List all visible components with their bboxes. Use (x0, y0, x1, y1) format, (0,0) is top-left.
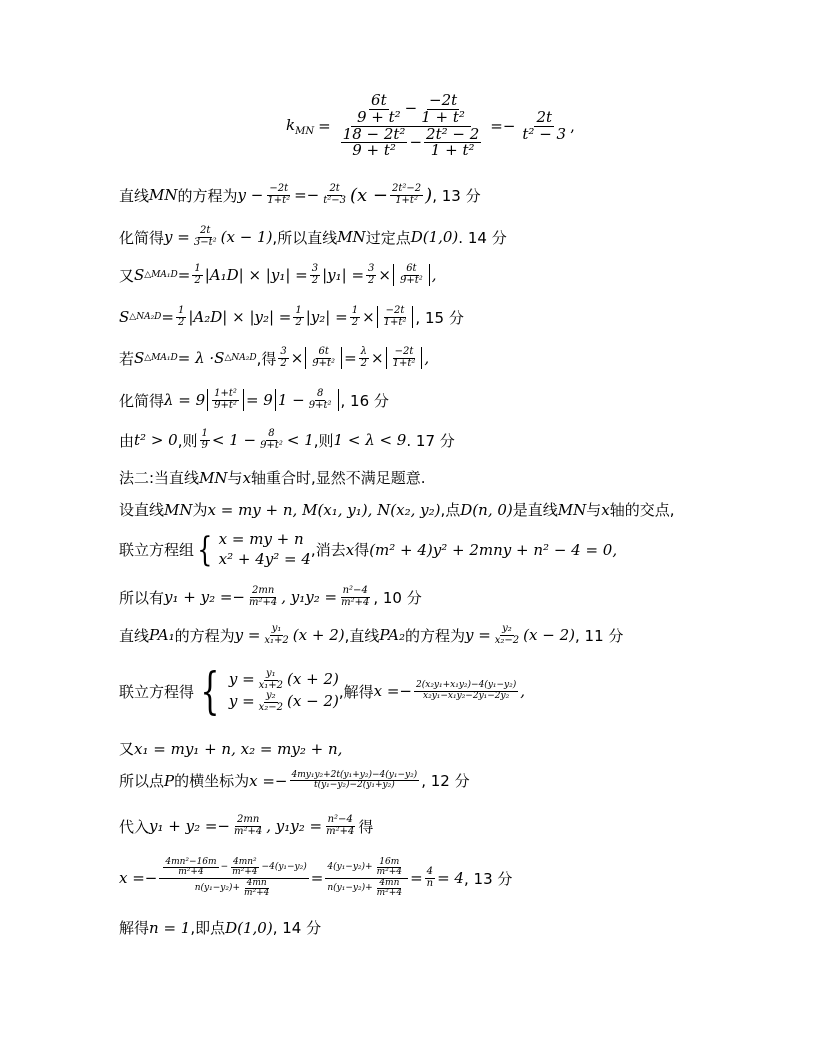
fraction (391, 347, 418, 369)
math-text: y = (464, 626, 491, 644)
math-text: , (612, 540, 618, 559)
math-text: x =− (119, 869, 158, 888)
math-text: n²−4 (342, 585, 368, 596)
math-text: < 1 − (211, 431, 257, 449)
kmn-rhs-fraction (520, 107, 568, 143)
line-final (119, 917, 756, 938)
math-text: △NA₂D (224, 353, 257, 363)
math-text: 2t (200, 225, 211, 236)
math-text: 1 − (277, 391, 305, 409)
kmn-den-minus: − (409, 132, 423, 151)
math-text: 8 (316, 388, 324, 399)
fraction (163, 858, 218, 878)
math-text: , y₁y₂ = (266, 817, 323, 835)
math-text: MN (149, 186, 178, 204)
math-text: 2 (295, 316, 302, 328)
fraction (232, 815, 264, 837)
score-10: , 10 分 (373, 588, 422, 607)
fraction (192, 226, 219, 248)
line-x-result (119, 858, 756, 899)
fraction (230, 858, 259, 878)
math-text: 的横坐标为 (174, 772, 250, 790)
fraction (359, 347, 369, 369)
math-text: x (242, 468, 252, 487)
math-text: 与 (586, 501, 602, 519)
fraction (262, 624, 290, 646)
math-text: y₁ + y₂ =− (149, 817, 230, 835)
math-text: P (164, 771, 175, 790)
math-text: k (286, 115, 296, 134)
math-text: × (362, 308, 375, 326)
math-text: y = (228, 692, 255, 711)
equation-system (219, 530, 311, 569)
math-text: ,所以直线 (272, 228, 338, 247)
big-fraction (159, 858, 308, 899)
line-substitute (119, 815, 756, 837)
line-mn-equation (119, 184, 756, 206)
score-16: , 16 分 (340, 391, 389, 410)
fraction (242, 879, 271, 899)
math-text: ,得 (256, 349, 277, 368)
math-text: −4(y₁−y₂) (261, 862, 307, 873)
math-text: 1+t² (395, 194, 418, 206)
math-text: (x + 2) (292, 626, 345, 644)
math-text: 9+t² (260, 439, 283, 451)
math-text: = (161, 308, 174, 326)
math-text: 1+t² (267, 194, 291, 206)
math-text: − (220, 862, 229, 873)
kmn-nl-den: 9 + t² (356, 107, 401, 126)
math-text: y = (234, 626, 261, 644)
score-13: , 13 分 (432, 186, 481, 205)
math-text: λ (360, 346, 368, 357)
math-text: ,点 (440, 501, 461, 519)
kmn-nl-num: 6t (371, 91, 387, 109)
math-text: MN (295, 125, 315, 137)
math-text: 联立方程得 (119, 682, 195, 701)
math-text: (x − 2) (287, 692, 339, 711)
math-text: m²+4 (249, 596, 278, 608)
math-text: 4 (426, 866, 434, 878)
math-text: 4mn² (233, 857, 257, 867)
math-text: ,则 (177, 431, 198, 450)
fraction (307, 389, 334, 411)
math-text: (x − (350, 184, 389, 206)
math-text: 3 (280, 346, 287, 357)
math-text: 设直线 (119, 501, 165, 519)
fraction (324, 815, 356, 837)
math-text: 化简得 (119, 228, 165, 247)
math-text: x =− (373, 682, 412, 700)
line-simplify (119, 226, 756, 248)
score-11: , 11 分 (574, 626, 624, 645)
fraction (375, 858, 404, 878)
fraction (258, 429, 285, 451)
math-text: MN (164, 500, 193, 519)
math-text: = 4 (437, 869, 464, 888)
math-text: n(y₁−y₂)+ (194, 883, 240, 894)
line-solve-system (119, 662, 756, 720)
math-text: 法二:当直线 (119, 469, 200, 487)
fraction (424, 124, 481, 160)
math-text: t² > 0 (134, 431, 178, 449)
math-text: 若 (119, 349, 135, 368)
kmn-dr-den: 1 + t² (430, 141, 475, 160)
score-15: , 15 分 (415, 308, 464, 327)
absolute-value (305, 347, 342, 369)
math-text: m²+4 (244, 888, 270, 899)
math-text: (m² + 4)y² + 2mny + n² − 4 = 0 (369, 540, 613, 559)
math-text: x₁+2 (258, 679, 284, 691)
math-text: 4(y₁−y₂)+ (327, 862, 373, 873)
math-text: x =− (249, 771, 288, 790)
math-text: 1 (177, 305, 185, 316)
absolute-value (275, 389, 339, 411)
math-text: 9+t² (308, 399, 332, 411)
fraction (375, 879, 404, 899)
math-text: −2t (269, 183, 289, 194)
fraction (247, 586, 279, 608)
math-text: S (214, 349, 225, 367)
line-range (119, 429, 756, 451)
math-text: x (345, 540, 355, 559)
math-text: 由 (119, 431, 135, 450)
math-text: |A₂D| × |y₂| = (188, 308, 292, 326)
math-text: D(n, 0) (460, 500, 513, 519)
math-text: 联立方程组 (119, 541, 195, 559)
math-text: 1 (201, 428, 208, 439)
math-text: x₁ = my₁ + n, x₂ = my₂ + n (134, 739, 338, 758)
fraction (419, 93, 467, 126)
math-text: 2 (360, 357, 368, 369)
math-text: y₂ (266, 690, 276, 701)
math-text: 是直线 (512, 501, 558, 519)
equation-system (229, 669, 339, 713)
line-area-ma1d (119, 264, 756, 286)
math-text: , (424, 349, 430, 367)
math-text: 化简得 (119, 391, 165, 410)
math-text: 得 (358, 817, 374, 836)
math-text: △MA₁D (144, 353, 178, 363)
math-text: × (290, 349, 304, 367)
math-text: 16m (379, 857, 400, 867)
math-text: ,解得 (338, 682, 374, 701)
score-12: , 12 分 (421, 772, 470, 790)
math-text: 1 (194, 263, 201, 274)
line-lambda (119, 389, 756, 411)
fraction (341, 124, 408, 160)
fraction (293, 306, 303, 328)
brace: { (200, 662, 220, 720)
math-text: =− (294, 186, 320, 204)
line-pa-lines (119, 624, 756, 646)
kmn-eq: = (318, 117, 331, 135)
math-text: S (119, 308, 130, 326)
math-text: 1 (295, 305, 302, 316)
line-x-subst (119, 738, 756, 759)
kmn-dl-num: 18 − 2t² (342, 124, 406, 143)
math-text: 3−t² (193, 236, 217, 248)
math-text: y₁ (266, 668, 276, 679)
fraction (257, 691, 285, 713)
math-text: , (431, 266, 437, 284)
math-text: x₂y₁−x₁y₂−2y₁−2y₂ (423, 690, 510, 701)
fraction (278, 347, 288, 369)
brace: { (197, 529, 213, 570)
line-ratio (119, 347, 756, 369)
fraction (350, 306, 360, 328)
math-text: 2 (351, 316, 359, 328)
math-text: x₂−2 (494, 634, 520, 646)
math-text: PA₂ (379, 626, 405, 644)
math-text: m²+4 (326, 825, 355, 837)
math-text: 3 (368, 263, 375, 274)
math-text: 2(x₂y₁+x₁y₂)−4(y₁−y₂) (416, 680, 517, 691)
math-text: 的方程为 (174, 626, 235, 645)
math-text: x = my + n (218, 530, 304, 548)
math-text: S (134, 266, 145, 284)
math-text: n (426, 877, 434, 889)
absolute-value (377, 306, 414, 328)
math-text: 为 (192, 501, 208, 519)
math-text: = λ · (177, 349, 215, 367)
score-14b: , 14 分 (272, 919, 322, 937)
fraction (310, 264, 320, 286)
math-text: y − (237, 186, 264, 204)
math-text: m²+4 (376, 867, 403, 878)
math-text: S (134, 349, 145, 367)
math-text: MN (557, 500, 587, 519)
math-text: PA₁ (149, 626, 175, 644)
math-text: 2 (194, 274, 201, 286)
math-text: |A₁D| × |y₁| = (204, 266, 308, 284)
math-text: m²+4 (341, 596, 370, 608)
math-text: , (520, 682, 526, 700)
fraction (493, 624, 521, 646)
math-text: 1+t² (383, 316, 407, 328)
math-text: 的方程为 (404, 626, 465, 645)
math-text: 又 (119, 266, 135, 285)
math-text: n²−4 (327, 814, 353, 825)
math-text: MN (199, 468, 228, 487)
kmn-nr-den: 1 + t² (421, 107, 465, 126)
math-text: (x + 2) (287, 670, 339, 689)
fraction (390, 184, 423, 206)
math-text: D(1,0) (410, 228, 459, 246)
fraction (192, 264, 202, 286)
math-text: 解得 (119, 919, 150, 937)
math-text: −2t (394, 346, 414, 357)
math-text: 过定点 (365, 228, 411, 247)
math-text: x² + 4y² = 4 (218, 549, 311, 568)
math-text: 9 (201, 439, 208, 451)
math-text: 6t (406, 263, 417, 274)
fraction (414, 681, 518, 701)
absolute-value (386, 347, 423, 369)
math-text: 4my₁y₂+2t(y₁+y₂)−4(y₁−y₂) (291, 769, 418, 780)
math-text: 9+t² (312, 357, 336, 369)
kmn-tail: , (570, 117, 575, 135)
math-text: t²−3 (323, 194, 347, 206)
fraction (321, 184, 348, 206)
math-text: x (601, 500, 610, 519)
math-text: y₁ (271, 623, 282, 634)
math-text: 2 (368, 274, 375, 286)
fraction (425, 867, 435, 889)
kmn-rhs-eq: =− (490, 117, 516, 135)
kmn-nr-num: −2t (429, 91, 458, 109)
fraction (176, 306, 186, 328)
score-13b: , 13 分 (463, 869, 513, 888)
math-text: m²+4 (234, 825, 263, 837)
line-method-two (119, 467, 756, 488)
math-text: 得 (354, 541, 370, 559)
math-text: ,即点 (190, 919, 226, 937)
math-text: 2t (329, 183, 340, 194)
math-text: 代入 (119, 817, 150, 836)
kmn-main-fraction (337, 93, 486, 159)
fraction (398, 264, 425, 286)
math-text: x₂−2 (258, 701, 284, 713)
math-text: 6t (318, 346, 329, 357)
math-text: y = (228, 670, 255, 689)
kmn-num-minus: − (404, 99, 418, 118)
fraction (355, 93, 403, 126)
math-text: n(y₁−y₂)+ (327, 883, 373, 894)
fraction (200, 429, 210, 451)
kmn-equation (286, 93, 575, 159)
math-text: ) (425, 184, 433, 206)
math-text: 1 (351, 305, 359, 316)
fraction (290, 771, 420, 791)
math-text: 2t (536, 107, 553, 126)
math-text: 9+t² (214, 399, 237, 411)
math-text: 8 (268, 428, 275, 439)
math-text: m²+4 (178, 867, 204, 878)
math-text: 所以点 (119, 772, 165, 790)
math-text: y₁ + y₂ =− (164, 588, 245, 606)
math-text: t(y₁−y₂)−2(y₁+y₂) (313, 780, 395, 790)
math-text: n = 1 (149, 918, 191, 937)
math-text: 轴的交点, (609, 501, 675, 519)
math-text: 又 (119, 740, 135, 758)
math-text: , (337, 739, 343, 758)
fraction (265, 184, 292, 206)
math-text: = (410, 869, 423, 888)
math-text: −2t (385, 305, 405, 316)
math-text: y = (164, 228, 190, 246)
math-text: = 9 (245, 391, 273, 409)
math-text: 直线 (119, 626, 150, 645)
math-text: × (371, 349, 384, 367)
math-text: 2 (280, 357, 287, 369)
fraction (366, 264, 376, 286)
line-set-mn (119, 499, 756, 520)
math-text: 的方程为 (177, 186, 238, 205)
math-text: = (177, 266, 191, 284)
math-text: ,则 (313, 431, 334, 450)
math-text: < 1 (286, 431, 314, 449)
math-text: t² − 3 (522, 124, 567, 143)
line-area-na2d (119, 306, 756, 328)
math-text: = (310, 869, 324, 888)
fraction (339, 586, 371, 608)
absolute-value (393, 264, 430, 286)
math-text: ,直线 (344, 626, 380, 645)
math-text: MN (337, 228, 366, 246)
math-text: 直线 (119, 186, 150, 205)
math-text: 3 (311, 263, 319, 274)
math-text: △MA₁D (144, 270, 178, 280)
fraction (310, 347, 337, 369)
math-text: y₂ (502, 623, 512, 634)
math-text: |y₁| = (322, 266, 365, 284)
math-text: 4mn (246, 877, 267, 888)
math-text: 4mn²−16m (165, 857, 217, 867)
math-text: m²+4 (232, 867, 258, 878)
absolute-value (207, 389, 244, 411)
math-text: ,消去 (310, 541, 346, 559)
math-text: 2 (177, 316, 185, 328)
math-text: (x − 1) (220, 228, 273, 246)
math-text: 2mn (236, 814, 260, 825)
math-text: 1 < λ < 9 (333, 431, 407, 449)
math-text: 1+t² (214, 388, 237, 399)
math-text: 轴重合时,显然不满足题意. (251, 469, 426, 487)
math-text: (x − 2) (523, 626, 575, 644)
second-fraction (325, 858, 408, 899)
kmn-lhs (286, 116, 314, 137)
fraction (382, 306, 409, 328)
math-text: 2t²−2 (392, 183, 422, 194)
score-14: . 14 分 (458, 228, 507, 247)
math-text: D(1,0) (225, 918, 273, 937)
math-text: |y₂| = (305, 308, 348, 326)
math-text: λ = 9 (164, 391, 206, 409)
math-text: x = my + n, M(x₁, y₁), N(x₂, y₂) (207, 500, 441, 519)
math-text: △NA₂D (129, 312, 162, 322)
kmn-dr-num: 2t² − 2 (426, 124, 480, 143)
math-text: 2 (311, 274, 319, 286)
line-p-abscissa (119, 770, 756, 791)
math-text: 1+t² (392, 357, 416, 369)
kmn-dl-den: 9 + t² (352, 141, 396, 160)
math-text: 9+t² (400, 274, 423, 286)
math-text: = (344, 349, 357, 367)
math-text: x₁+2 (264, 634, 289, 646)
fraction (212, 389, 239, 411)
math-text: m²+4 (376, 888, 403, 899)
math-text: 所以有 (119, 588, 165, 607)
score-17: . 17 分 (406, 431, 455, 450)
math-text: 2mn (251, 585, 275, 596)
math-text: × (378, 266, 391, 284)
math-text: , y₁y₂ = (281, 588, 338, 606)
math-text: 与 (227, 469, 243, 487)
line-vieta (119, 586, 756, 608)
fraction (257, 669, 285, 691)
line-system (119, 530, 756, 569)
math-text: 4mn (379, 877, 400, 888)
